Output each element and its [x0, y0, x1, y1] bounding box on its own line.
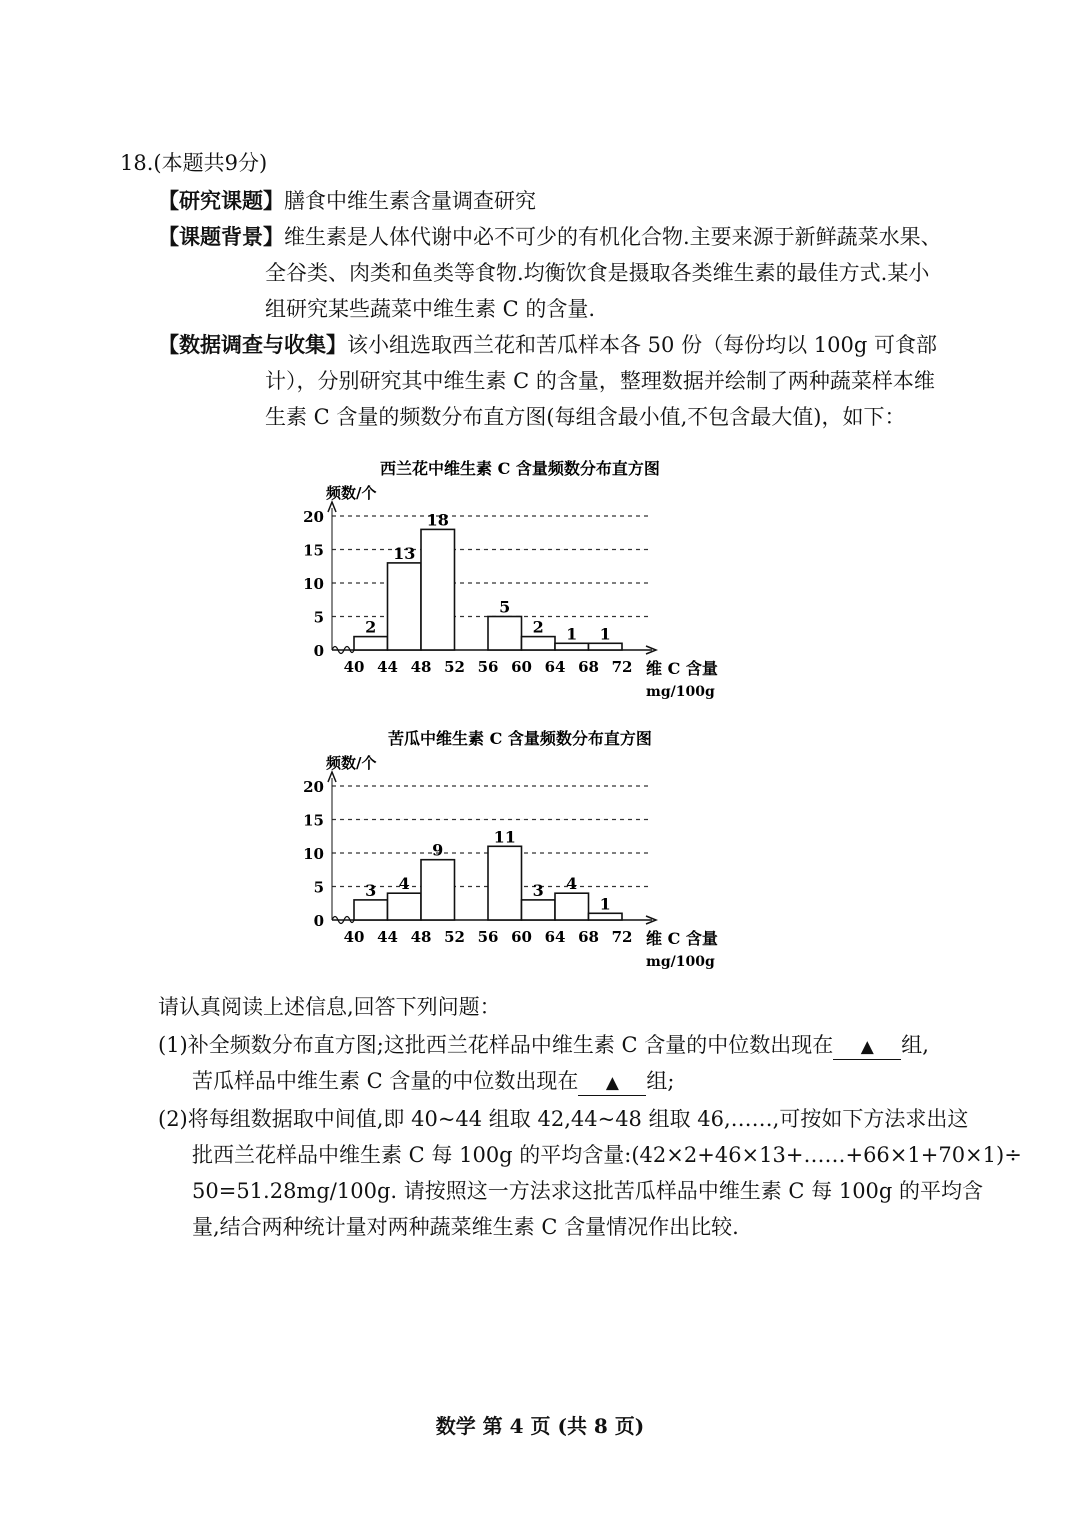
broccoli-histogram: [290, 452, 750, 702]
histogram-bar: [522, 900, 556, 920]
y-tick-label: 20: [303, 508, 324, 526]
x-tick-label: 56: [477, 658, 499, 676]
bar-value-label: 5: [499, 597, 511, 617]
histogram-bar: [555, 643, 589, 650]
histogram-bar: [589, 643, 623, 650]
page-footer: 数学 第 4 页 (共 8 页): [435, 1414, 645, 1438]
y-tick-label: 10: [303, 845, 324, 863]
x-tick-label: 48: [410, 658, 432, 676]
x-tick-label: 52: [444, 658, 465, 676]
question-number: 18.: [120, 151, 154, 175]
bar-value-label: 2: [365, 617, 377, 637]
topic-label: 【研究课题】: [158, 188, 284, 213]
x-tick-label: 44: [377, 658, 398, 676]
x-tick-label: 40: [343, 928, 365, 946]
q2-line-2: 批西兰花样品中维生素 C 每 100g 的平均含量:(42×2+46×13+……+66×1+70×1)÷: [192, 1143, 1022, 1167]
data-text-1: 该小组选取西兰花和苦瓜样本各 50 份（每份均以 100g 可食部: [347, 333, 937, 357]
q1-text-a: (1)补全频数分布直方图;这批西兰花样品中维生素 C 含量的中位数出现在: [158, 1033, 834, 1057]
x-tick-label: 48: [410, 928, 432, 946]
y-tick-label: 15: [303, 541, 324, 560]
histogram-bar: [589, 913, 623, 920]
background-text-1: 维生素是人体代谢中必不可少的有机化合物.主要来源于新鲜蔬菜水果、: [284, 225, 942, 249]
histogram-bar: [488, 846, 522, 920]
q1-text-c: 苦瓜样品中维生素 C 含量的中位数出现在: [192, 1069, 579, 1093]
histogram-bar: [388, 893, 422, 920]
x-tick-label: 68: [578, 928, 599, 946]
background-line-1: [158, 222, 942, 252]
histogram-bar: [522, 637, 556, 650]
x-axis-unit: mg/100g: [646, 954, 715, 970]
bar-value-label: 4: [566, 874, 578, 894]
question-prompt: 请认真阅读上述信息,回答下列问题：: [158, 995, 501, 1019]
x-tick-label: 72: [611, 658, 633, 676]
bar-value-label: 9: [432, 840, 444, 860]
q1-text-b: 组,: [901, 1033, 929, 1057]
y-tick-label: 15: [303, 811, 324, 830]
q1-line-1: [158, 1030, 929, 1060]
question-header: [120, 148, 267, 178]
x-tick-label: 60: [511, 928, 532, 946]
question-points: (本题共9分): [153, 151, 268, 175]
x-tick-label: 72: [611, 928, 633, 946]
y-tick-label: 5: [313, 608, 324, 627]
bar-value-label: 3: [365, 880, 377, 900]
x-tick-label: 64: [544, 928, 566, 946]
bittergourd-histogram: [290, 722, 750, 972]
histogram-bar: [421, 860, 455, 920]
data-label: 【数据调查与收集】: [158, 332, 347, 357]
x-tick-label: 60: [511, 658, 532, 676]
histogram-bar: [555, 893, 589, 920]
background-label: 【课题背景】: [158, 224, 284, 249]
x-axis-label: 维 C 含量: [646, 659, 718, 678]
q2-line-4: 量,结合两种统计量对两种蔬菜维生素 C 含量情况作出比较.: [192, 1215, 739, 1239]
q2-line-3: 50=51.28mg/100g. 请按照这一方法求这批苦瓜样品中维生素 C 每 100g 的平均含: [192, 1179, 984, 1203]
data-line-1: [158, 330, 937, 360]
y-tick-label: 5: [313, 878, 324, 897]
histogram-bar: [421, 529, 455, 650]
bar-value-label: 1: [599, 624, 611, 644]
bar-value-label: 18: [426, 510, 449, 530]
chart-title: 西兰花中维生素 C 含量频数分布直方图: [380, 459, 660, 478]
x-tick-label: 56: [477, 928, 499, 946]
q2-line-1: (2)将每组数据取中间值,即 40~44 组取 42,44~48 组取 46,……,可按如下方法求出这: [158, 1107, 969, 1131]
bar-value-label: 2: [532, 617, 544, 637]
x-tick-label: 40: [343, 658, 365, 676]
background-line-3: 组研究某些蔬菜中维生素 C 的含量.: [265, 297, 596, 321]
y-axis-label: 频数/个: [326, 484, 377, 502]
x-tick-label: 44: [377, 928, 398, 946]
bar-value-label: 1: [599, 894, 611, 914]
chart-title: 苦瓜中维生素 C 含量频数分布直方图: [388, 729, 652, 748]
histogram-bar: [388, 563, 422, 650]
y-tick-label: 20: [303, 778, 324, 796]
q1-text-d: 组;: [646, 1069, 675, 1093]
x-tick-label: 64: [544, 658, 566, 676]
x-tick-label: 68: [578, 658, 599, 676]
q1-line-2: [192, 1066, 675, 1096]
bar-value-label: 13: [393, 543, 416, 563]
histogram-bar: [354, 637, 388, 650]
bar-value-label: 11: [493, 827, 516, 847]
bar-value-label: 4: [398, 874, 410, 894]
y-axis-label: 频数/个: [326, 754, 377, 772]
background-line-2: 全谷类、肉类和鱼类等食物.均衡饮食是摄取各类维生素的最佳方式.某小: [265, 261, 930, 285]
histogram-bar: [354, 900, 388, 920]
y-tick-label: 0: [313, 912, 324, 930]
y-tick-label: 10: [303, 575, 324, 593]
x-axis-unit: mg/100g: [646, 684, 715, 700]
x-tick-label: 52: [444, 928, 465, 946]
bar-value-label: 1: [566, 624, 578, 644]
q1-blank-bittergourd[interactable]: ▲: [578, 1071, 646, 1096]
research-topic: [158, 186, 536, 216]
y-tick-label: 0: [313, 642, 324, 660]
topic-text: 膳食中维生素含量调查研究: [284, 189, 536, 213]
bar-value-label: 3: [532, 880, 544, 900]
data-line-2: 计），分别研究其中维生素 C 的含量，整理数据并绘制了两种蔬菜样本维: [265, 369, 935, 393]
histogram-bar: [488, 617, 522, 651]
data-line-3: 生素 C 含量的频数分布直方图(每组含最小值,不包含最大值)，如下：: [265, 405, 906, 429]
x-axis-label: 维 C 含量: [646, 929, 718, 948]
q1-blank-broccoli[interactable]: ▲: [833, 1035, 901, 1060]
